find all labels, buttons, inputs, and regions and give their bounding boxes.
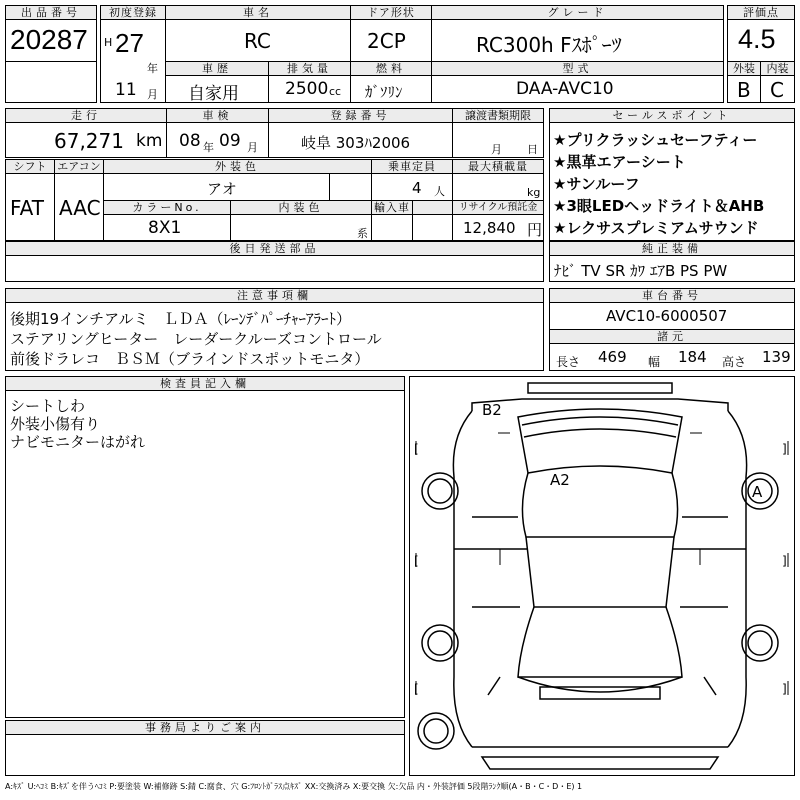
inspector-line: 外装小傷有り bbox=[10, 415, 101, 433]
capacity-unit: 人 bbox=[434, 185, 445, 198]
ext-color-extra bbox=[329, 173, 372, 201]
dims-cell bbox=[549, 343, 795, 371]
ac-cell bbox=[54, 173, 104, 241]
ext-color-cell bbox=[103, 173, 330, 201]
door: 2CP bbox=[367, 29, 406, 53]
diagram-bracket: ] bbox=[782, 682, 787, 696]
displacement-cell bbox=[268, 75, 351, 103]
sales-point: ★レクサスプレミアムサウンド bbox=[553, 219, 759, 237]
car-diagram-svg bbox=[410, 377, 794, 775]
import-cell bbox=[371, 214, 413, 241]
width: 184 bbox=[678, 348, 707, 366]
era: H bbox=[104, 36, 113, 49]
office-label: 事務局よりご案内 bbox=[5, 720, 405, 735]
office-box bbox=[5, 734, 405, 776]
int-color-label: 内装色 bbox=[230, 200, 372, 215]
width-label: 幅 bbox=[648, 355, 661, 369]
first-reg-label: 初度登録 bbox=[100, 5, 166, 20]
legend: A:ｷｽﾞ U:ﾍｺﾐ B:ｷｽﾞを伴うﾍｺﾐ P:要塗装 W:補修跡 S:錆 C:腐食、穴 G:ﾌﾛﾝﾄｶﾞﾗｽ点ｷｽﾞ XX:交換済み X:要交換 欠:欠品 内・外装評価 5段階ﾗﾝｸ順(A・B・C・D・E) 1 bbox=[5, 782, 583, 791]
equipment: ﾅﾋﾞ TV SR ｶﾜ ｴｱB PS PW bbox=[554, 262, 728, 280]
lot-no-label: 出品番号 bbox=[5, 5, 97, 20]
grade: RC300h Fｽﾎﾟｰﾂ bbox=[476, 33, 622, 57]
equipment-cell bbox=[549, 255, 795, 282]
sales-point: ★プリクラッシュセーフティー bbox=[553, 131, 758, 149]
diagram-bracket: ] bbox=[782, 442, 787, 456]
history-cell bbox=[165, 75, 269, 103]
sales-points-label: セールスポイント bbox=[549, 108, 795, 123]
model-cell bbox=[431, 75, 724, 103]
insp-year: 08 bbox=[179, 131, 201, 151]
load-label: 最大積載量 bbox=[452, 159, 544, 174]
note-line: 後期19インチアルミ ＬＤＡ（ﾚｰﾝﾃﾞﾊﾟｰﾁｬｰｱﾗｰﾄ） bbox=[10, 310, 351, 328]
height: 139 bbox=[762, 348, 791, 366]
inspection-label: 車検 bbox=[166, 108, 269, 123]
color-no-label: カラーNo. bbox=[103, 200, 231, 215]
car-name-cell bbox=[165, 19, 351, 62]
mileage-unit: km bbox=[136, 131, 163, 151]
dims-label: 諸元 bbox=[549, 329, 795, 344]
history: 自家用 bbox=[188, 84, 239, 104]
reg-cell bbox=[268, 122, 453, 158]
model-label: 型式 bbox=[431, 61, 724, 76]
fuel-cell bbox=[350, 75, 432, 103]
score: 4.5 bbox=[738, 24, 776, 54]
diagram-bracket: [ bbox=[414, 682, 419, 696]
height-label: 高さ bbox=[722, 355, 747, 369]
displacement-unit: cc bbox=[329, 85, 342, 98]
mark-a: A bbox=[752, 483, 763, 501]
fuel-label: 燃料 bbox=[350, 61, 432, 76]
recycle: 12,840 bbox=[463, 219, 516, 237]
interior-cell bbox=[760, 75, 795, 103]
capacity: 4 bbox=[412, 179, 422, 197]
int-color-cell bbox=[230, 214, 372, 241]
recycle-unit: 円 bbox=[527, 221, 543, 239]
score-cell bbox=[727, 19, 795, 62]
equipment-label: 純正装備 bbox=[549, 241, 795, 256]
lot-no-cell bbox=[5, 19, 97, 62]
car-diagram bbox=[409, 376, 795, 776]
car-name: RC bbox=[244, 29, 271, 53]
import-label-gap bbox=[412, 200, 453, 215]
mileage: 67,271 bbox=[54, 129, 124, 153]
reg-month-unit: 月 bbox=[147, 88, 158, 101]
insp-month-unit: 月 bbox=[247, 141, 258, 154]
sales-point: ★3眼LEDヘッドライト＆AHB bbox=[553, 197, 765, 215]
transfer-label: 譲渡書類期限 bbox=[452, 108, 544, 123]
diagram-bracket: ] bbox=[782, 554, 787, 568]
exterior-label: 外装 bbox=[727, 61, 761, 76]
ac-label: エアコン bbox=[54, 159, 104, 174]
inspector-box bbox=[5, 390, 405, 718]
diagram-bracket: [ bbox=[414, 554, 419, 568]
grade-cell bbox=[431, 19, 724, 62]
capacity-label: 乗車定員 bbox=[371, 159, 453, 174]
import-label: 輸入車 bbox=[371, 200, 413, 215]
notes-box bbox=[5, 302, 544, 371]
chassis-cell bbox=[549, 302, 795, 330]
chassis-label: 車台番号 bbox=[549, 288, 795, 303]
sales-point: ★黒革エアーシート bbox=[553, 153, 686, 171]
inspector-line: シートしわ bbox=[10, 397, 86, 415]
insp-year-unit: 年 bbox=[203, 141, 214, 154]
note-line: ステアリングヒーター レーダークルーズコントロール bbox=[10, 330, 382, 348]
import-extra bbox=[412, 214, 453, 241]
interior: C bbox=[770, 78, 784, 102]
color-no-cell bbox=[103, 214, 231, 241]
length: 469 bbox=[598, 348, 627, 366]
history-label: 車歴 bbox=[165, 61, 269, 76]
inspection-cell bbox=[166, 122, 269, 158]
reg-label: 登録番号 bbox=[268, 108, 453, 123]
reg-month: 11 bbox=[115, 80, 137, 100]
transfer-cell bbox=[452, 122, 544, 158]
mark-b2: B2 bbox=[482, 401, 502, 419]
sales-point: ★サンルーフ bbox=[553, 175, 640, 193]
shift-cell bbox=[5, 173, 55, 241]
later-parts-cell bbox=[5, 255, 544, 282]
chassis-no: AVC10-6000507 bbox=[606, 307, 728, 325]
length-label: 長さ bbox=[556, 355, 581, 369]
ac: AAC bbox=[59, 196, 101, 220]
fuel: ｶﾞｿﾘﾝ bbox=[365, 83, 403, 101]
mileage-cell bbox=[5, 122, 167, 158]
note-line: 前後ドラレコ ＢＳＭ（ブラインドスポットモニタ） bbox=[10, 350, 370, 368]
notes-label: 注意事項欄 bbox=[5, 288, 544, 303]
car-name-label: 車名 bbox=[165, 5, 351, 20]
load-unit: kg bbox=[527, 186, 541, 199]
first-reg-cell bbox=[100, 19, 166, 103]
transfer-month-unit: 月 bbox=[491, 143, 502, 156]
recycle-cell bbox=[452, 214, 544, 241]
inspector-label: 検査員記入欄 bbox=[5, 376, 405, 391]
recycle-label: リサイクル預託金 bbox=[452, 200, 544, 215]
insp-month: 09 bbox=[219, 131, 241, 151]
model: DAA-AVC10 bbox=[516, 79, 614, 99]
lot-no: 20287 bbox=[10, 24, 88, 55]
later-parts-label: 後日発送部品 bbox=[5, 241, 544, 256]
displacement: 2500 bbox=[285, 79, 329, 99]
load-cell bbox=[452, 173, 544, 201]
exterior: B bbox=[737, 78, 751, 102]
transfer-day-unit: 日 bbox=[527, 143, 538, 156]
mark-a2: A2 bbox=[550, 471, 570, 489]
shift: FAT bbox=[10, 196, 45, 220]
shift-label: シフト bbox=[5, 159, 55, 174]
door-cell bbox=[350, 19, 432, 62]
exterior-cell bbox=[727, 75, 761, 103]
ext-color: アオ bbox=[207, 180, 237, 198]
reg-year-unit: 年 bbox=[147, 62, 158, 75]
score-label: 評価点 bbox=[727, 5, 795, 20]
diagram-bracket: [ bbox=[414, 442, 419, 456]
ext-color-label: 外装色 bbox=[103, 159, 372, 174]
sales-points-box bbox=[549, 122, 795, 241]
capacity-cell bbox=[371, 173, 453, 201]
interior-label: 内装 bbox=[760, 61, 795, 76]
int-color-unit: 系 bbox=[357, 227, 368, 240]
inspector-line: ナビモニターはがれ bbox=[10, 433, 146, 451]
color-no: 8X1 bbox=[148, 218, 182, 238]
lot-no-blank bbox=[5, 61, 97, 103]
displacement-label: 排気量 bbox=[268, 61, 351, 76]
reg: 岐阜 303ﾊ2006 bbox=[301, 134, 411, 152]
reg-year: 27 bbox=[115, 28, 144, 58]
mileage-label: 走行 bbox=[5, 108, 167, 123]
grade-label: グレード bbox=[431, 5, 724, 20]
door-label: ドア形状 bbox=[350, 5, 432, 20]
